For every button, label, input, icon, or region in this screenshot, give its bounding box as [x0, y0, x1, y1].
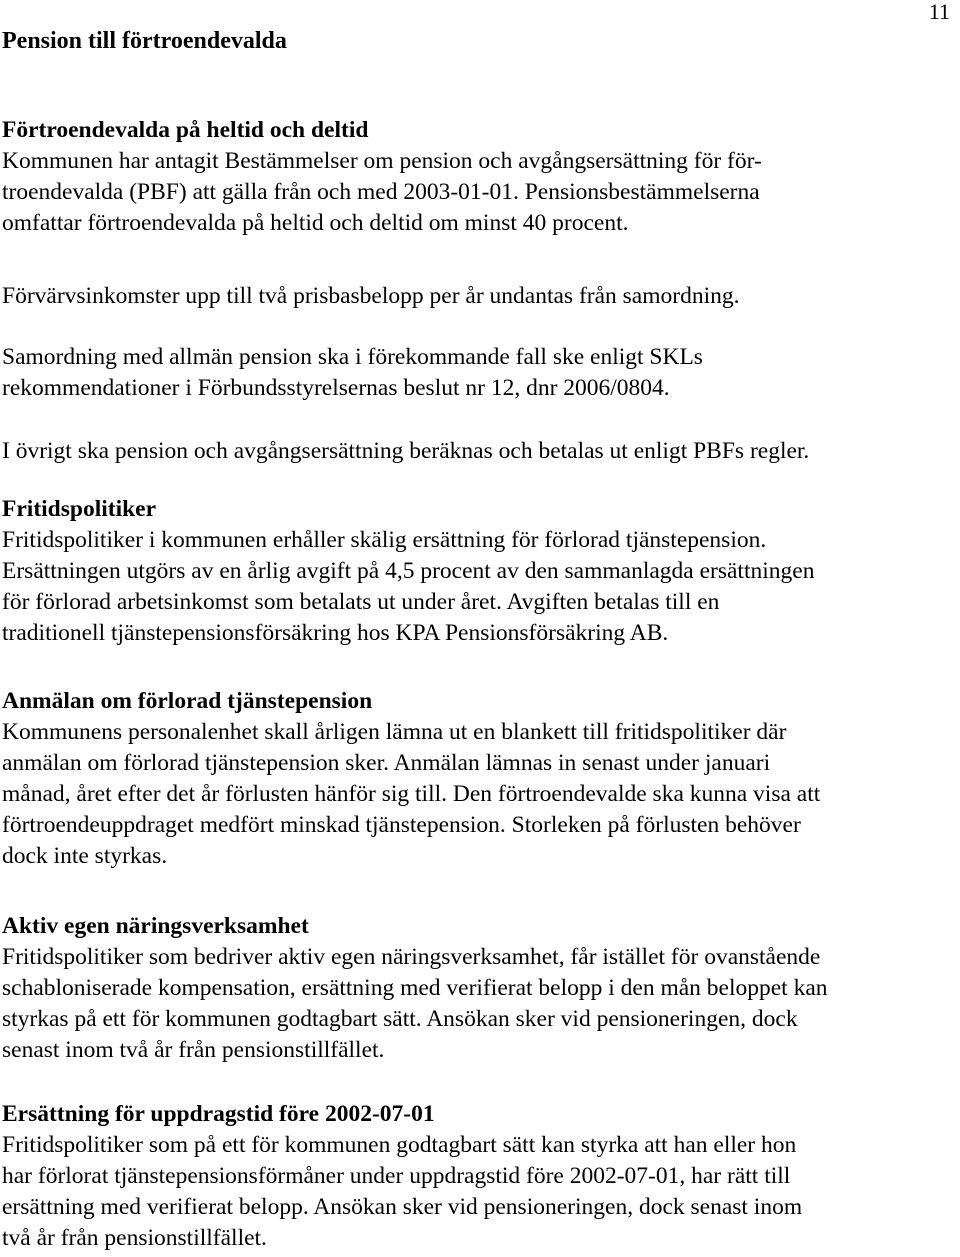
- paragraph: [2, 717, 958, 872]
- section-fritidspolitiker: [2, 494, 958, 649]
- text-line: anmälan om förlorad tjänstepension sker. Anmälan lämnas in senast under januari: [2, 750, 771, 776]
- text-line: Förvärvsinkomster upp till två prisbasbelopp per år undantas från samordning.: [2, 283, 740, 309]
- paragraph: [2, 146, 958, 239]
- section-heading: Anmälan om förlorad tjänstepension: [2, 688, 373, 714]
- text-line: dock inte styrkas.: [2, 843, 168, 869]
- text-line: senast inom två år från pensionstillfället.: [2, 1037, 385, 1063]
- text-line: schabloniserade kompensation, ersättning med verifierat belopp i den mån beloppet kan: [2, 975, 828, 1001]
- text-line: Kommunens personalenhet skall årligen lämna ut en blankett till fritidspolitiker där: [2, 719, 787, 745]
- text-line: månad, året efter det år förlusten hänför sig till. Den förtroendevalde ska kunna visa att: [2, 781, 821, 807]
- text-line: Fritidspolitiker som bedriver aktiv egen näringsverksamhet, får istället för ovanstående: [2, 944, 821, 970]
- text-line: ersättning med verifierat belopp. Ansökan sker vid pensioneringen, dock senast inom: [2, 1194, 803, 1220]
- text-line: Fritidspolitiker som på ett för kommunen godtagbart sätt kan styrka att han eller hon: [2, 1132, 797, 1158]
- text-line: Samordning med allmän pension ska i förekommande fall ske enligt SKLs: [2, 344, 703, 370]
- section-heading: Fritidspolitiker: [2, 496, 157, 522]
- text-line: har förlorat tjänstepensionsförmåner under uppdragstid före 2002-07-01, har rätt till: [2, 1163, 791, 1189]
- text-line: I övrigt ska pension och avgångsersättning beräknas och betalas ut enligt PBFs regler.: [2, 438, 810, 464]
- text-line: rekommendationer i Förbundsstyrelsernas beslut nr 12, dnr 2006/0804.: [2, 375, 670, 401]
- paragraph: [2, 342, 958, 404]
- text-line: Ersättningen utgörs av en årlig avgift på 4,5 procent av den sammanlagda ersättningen: [2, 558, 815, 584]
- paragraph: [2, 525, 958, 649]
- text-line: omfattar förtroendevalda på heltid och deltid om minst 40 procent.: [2, 210, 629, 236]
- paragraph: [2, 1130, 958, 1254]
- section-heading: Ersättning för uppdragstid före 2002-07-01: [2, 1101, 435, 1127]
- text-line: Fritidspolitiker i kommunen erhåller skälig ersättning för förlorad tjänstepension.: [2, 527, 767, 553]
- document-title: Pension till förtroendevalda: [2, 28, 287, 54]
- text-line: två år från pensionstillfället.: [2, 1225, 267, 1251]
- text-line: förtroendeuppdraget medfört minskad tjänstepension. Storleken på förlusten behöver: [2, 812, 801, 838]
- text-line: styrkas på ett för kommunen godtagbart sätt. Ansökan sker vid pensioneringen, dock: [2, 1006, 798, 1032]
- paragraph: [2, 942, 958, 1066]
- section-anmalan: [2, 686, 958, 872]
- paragraph-block: [2, 436, 958, 467]
- paragraph: [2, 281, 958, 312]
- section-naringsverksamhet: [2, 911, 958, 1066]
- text-line: traditionell tjänstepensionsförsäkring hos KPA Pensionsförsäkring AB.: [2, 620, 669, 646]
- section-heading: Aktiv egen näringsverksamhet: [2, 913, 309, 939]
- text-line: för förlorad arbetsinkomst som betalats ut under året. Avgiften betalas till en: [2, 589, 720, 615]
- text-line: troendevalda (PBF) att gälla från och med 2003-01-01. Pensionsbestämmelserna: [2, 179, 760, 205]
- paragraph-block: [2, 342, 958, 404]
- page-number: 11: [928, 0, 950, 24]
- section-heading: Förtroendevalda på heltid och deltid: [2, 117, 369, 143]
- paragraph-block: [2, 281, 958, 312]
- text-line: Kommunen har antagit Bestämmelser om pension och avgångsersättning för för-: [2, 148, 762, 174]
- section-uppdragstid: [2, 1099, 958, 1254]
- section-fortroendevalda: [2, 115, 958, 239]
- paragraph: [2, 436, 958, 467]
